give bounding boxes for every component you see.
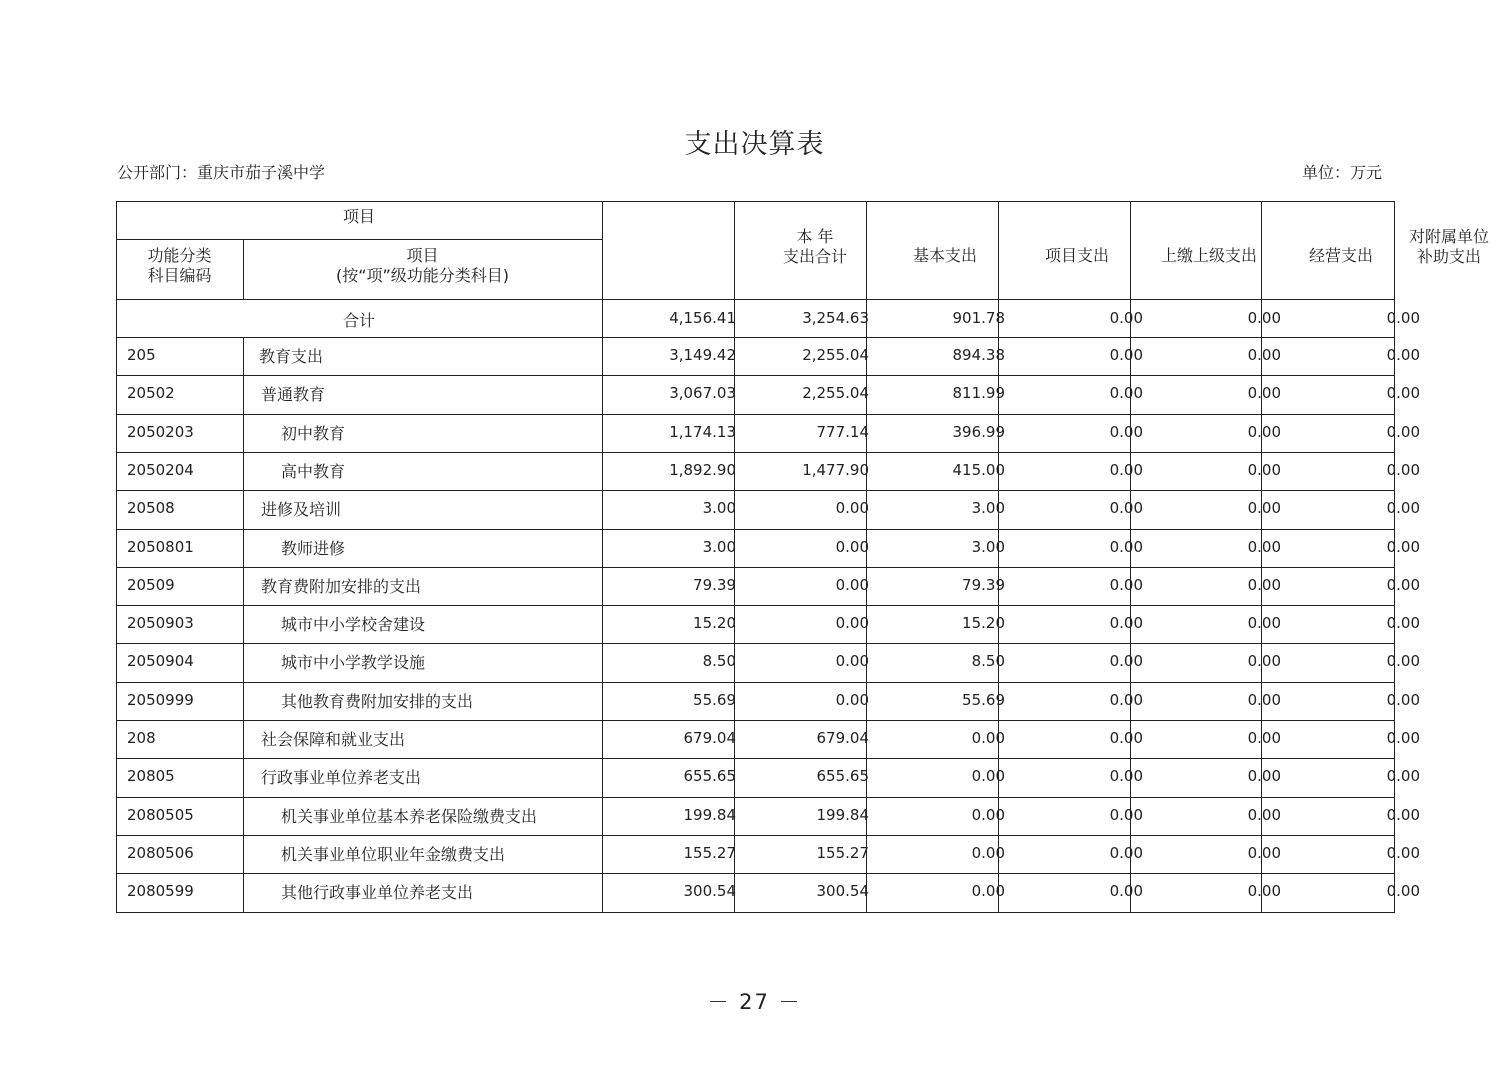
header-code: 功能分类 科目编码	[147, 246, 212, 285]
total-label: 合计	[343, 311, 376, 330]
total-value-cell: 4,156.41	[669, 309, 736, 327]
row-value-cell: 0.00	[1109, 767, 1143, 785]
total-value-cell: 0.00	[1109, 309, 1143, 327]
row-value-cell: 655.65	[816, 767, 869, 785]
header-name: 项目 (按“项”级功能分类科目)	[335, 246, 510, 285]
grid-line	[116, 529, 1395, 530]
row-value-cell: 0.00	[971, 882, 1005, 900]
row-code: 2050904	[127, 652, 194, 670]
row-value-cell: 777.14	[816, 423, 869, 441]
grid-line	[116, 201, 1395, 202]
row-name: 机关事业单位职业年金缴费支出	[281, 845, 506, 864]
grid-line	[116, 490, 1395, 491]
row-value-cell: 0.00	[1386, 461, 1420, 479]
row-value-cell: 2,255.04	[802, 384, 869, 402]
row-value-cell: 0.00	[971, 729, 1005, 747]
row-code: 2080506	[127, 844, 194, 862]
row-value-cell: 0.00	[1386, 767, 1420, 785]
row-value-cell: 0.00	[1386, 423, 1420, 441]
row-name: 其他行政事业单位养老支出	[281, 883, 474, 902]
header-project: 项目支出	[1044, 246, 1109, 265]
grid-line	[116, 835, 1395, 836]
row-name: 高中教育	[281, 462, 346, 481]
row-code: 20502	[127, 384, 175, 402]
row-value-cell: 0.00	[1386, 384, 1420, 402]
row-value-cell: 0.00	[1247, 614, 1281, 632]
row-value-cell: 3.00	[971, 538, 1005, 556]
row-value-cell: 0.00	[1109, 384, 1143, 402]
grid-line	[116, 643, 1395, 644]
row-value-cell: 0.00	[1109, 652, 1143, 670]
row-value-cell: 0.00	[1247, 346, 1281, 364]
row-value-cell: 0.00	[1109, 499, 1143, 517]
row-value-cell: 0.00	[835, 576, 869, 594]
row-code: 20509	[127, 576, 175, 594]
row-value-cell: 0.00	[1386, 844, 1420, 862]
row-value-cell: 79.39	[962, 576, 1005, 594]
row-value-cell: 0.00	[1247, 423, 1281, 441]
row-name: 机关事业单位基本养老保险缴费支出	[281, 807, 538, 826]
row-name: 行政事业单位养老支出	[261, 768, 422, 787]
row-value-cell: 3.00	[702, 499, 736, 517]
row-code: 2050204	[127, 461, 194, 479]
row-name: 其他教育费附加安排的支出	[281, 692, 474, 711]
row-value-cell: 79.39	[693, 576, 736, 594]
row-value-cell: 55.69	[693, 691, 736, 709]
row-value-cell: 0.00	[1386, 614, 1420, 632]
row-value-cell: 300.54	[816, 882, 869, 900]
grid-line	[116, 720, 1395, 721]
row-name: 社会保障和就业支出	[261, 730, 406, 749]
row-value-cell: 8.50	[702, 652, 736, 670]
row-value-cell: 3.00	[971, 499, 1005, 517]
header-subsidy: 对附属单位 补助支出	[1408, 227, 1489, 266]
row-value-cell: 415.00	[952, 461, 1005, 479]
grid-line	[116, 567, 1395, 568]
department-label: 公开部门：重庆市茄子溪中学	[117, 163, 326, 182]
row-value-cell: 0.00	[1247, 806, 1281, 824]
row-value-cell: 2,255.04	[802, 346, 869, 364]
row-value-cell: 0.00	[1247, 538, 1281, 556]
row-name: 普通教育	[261, 385, 326, 404]
row-value-cell: 0.00	[971, 806, 1005, 824]
row-value-cell: 0.00	[835, 538, 869, 556]
grid-line	[116, 912, 1395, 913]
row-value-cell: 0.00	[1247, 384, 1281, 402]
row-value-cell: 1,477.90	[802, 461, 869, 479]
row-value-cell: 655.65	[683, 767, 736, 785]
row-value-cell: 155.27	[683, 844, 736, 862]
row-value-cell: 199.84	[816, 806, 869, 824]
grid-line	[116, 201, 117, 913]
row-value-cell: 15.20	[962, 614, 1005, 632]
row-value-cell: 0.00	[835, 614, 869, 632]
row-value-cell: 0.00	[1109, 538, 1143, 556]
page-title: 支出决算表	[684, 129, 825, 160]
row-code: 20508	[127, 499, 175, 517]
row-value-cell: 0.00	[971, 767, 1005, 785]
row-value-cell: 0.00	[1386, 499, 1420, 517]
row-code: 2050999	[127, 691, 194, 709]
row-value-cell: 894.38	[952, 346, 1005, 364]
row-value-cell: 0.00	[1386, 346, 1420, 364]
row-value-cell: 0.00	[1109, 844, 1143, 862]
row-value-cell: 0.00	[1386, 538, 1420, 556]
grid-line	[116, 452, 1395, 453]
row-name: 初中教育	[281, 424, 346, 443]
row-value-cell: 0.00	[1247, 576, 1281, 594]
row-value-cell: 0.00	[835, 691, 869, 709]
row-value-cell: 1,174.13	[669, 423, 736, 441]
row-name: 教育费附加安排的支出	[261, 577, 422, 596]
row-value-cell: 0.00	[1386, 576, 1420, 594]
row-value-cell: 55.69	[962, 691, 1005, 709]
row-value-cell: 0.00	[1247, 767, 1281, 785]
row-value-cell: 811.99	[952, 384, 1005, 402]
row-value-cell: 0.00	[1109, 806, 1143, 824]
grid-line	[116, 797, 1395, 798]
row-value-cell: 0.00	[1109, 346, 1143, 364]
row-value-cell: 0.00	[1109, 461, 1143, 479]
grid-line	[116, 682, 1395, 683]
header-business: 经营支出	[1308, 246, 1373, 265]
row-value-cell: 155.27	[816, 844, 869, 862]
row-value-cell: 0.00	[1386, 882, 1420, 900]
row-value-cell: 1,892.90	[669, 461, 736, 479]
row-value-cell: 0.00	[835, 499, 869, 517]
row-value-cell: 0.00	[1247, 729, 1281, 747]
row-code: 2050801	[127, 538, 194, 556]
row-value-cell: 0.00	[1386, 652, 1420, 670]
unit-label: 单位：万元	[1302, 163, 1383, 182]
row-code: 205	[127, 346, 156, 364]
row-code: 208	[127, 729, 156, 747]
total-value-cell: 901.78	[952, 309, 1005, 327]
grid-line	[116, 758, 1395, 759]
row-value-cell: 15.20	[693, 614, 736, 632]
row-value-cell: 3,067.03	[669, 384, 736, 402]
grid-line	[243, 337, 244, 913]
row-value-cell: 3.00	[702, 538, 736, 556]
page-number: － 27 －	[707, 990, 802, 1014]
row-name: 进修及培训	[261, 500, 342, 519]
row-value-cell: 0.00	[835, 652, 869, 670]
row-name: 城市中小学校舍建设	[281, 615, 426, 634]
row-value-cell: 0.00	[1386, 806, 1420, 824]
row-name: 城市中小学教学设施	[281, 653, 426, 672]
row-value-cell: 0.00	[1247, 461, 1281, 479]
row-value-cell: 8.50	[971, 652, 1005, 670]
grid-line	[116, 873, 1395, 874]
row-value-cell: 3,149.42	[669, 346, 736, 364]
row-code: 2080599	[127, 882, 194, 900]
row-value-cell: 0.00	[1247, 844, 1281, 862]
grid-line	[602, 201, 603, 913]
row-value-cell: 396.99	[952, 423, 1005, 441]
grid-line	[116, 375, 1395, 376]
row-value-cell: 199.84	[683, 806, 736, 824]
row-code: 2080505	[127, 806, 194, 824]
grid-line	[116, 239, 603, 240]
row-value-cell: 0.00	[971, 844, 1005, 862]
grid-line	[116, 414, 1395, 415]
row-code: 2050903	[127, 614, 194, 632]
header-upper: 上缴上级支出	[1160, 246, 1257, 265]
row-value-cell: 0.00	[1109, 882, 1143, 900]
total-value-cell: 0.00	[1386, 309, 1420, 327]
row-value-cell: 0.00	[1247, 652, 1281, 670]
row-value-cell: 0.00	[1386, 691, 1420, 709]
total-value-cell: 3,254.63	[802, 309, 869, 327]
row-value-cell: 0.00	[1247, 882, 1281, 900]
row-value-cell: 679.04	[683, 729, 736, 747]
row-value-cell: 0.00	[1109, 729, 1143, 747]
header-basic: 基本支出	[912, 246, 977, 265]
row-code: 2050203	[127, 423, 194, 441]
grid-line	[116, 337, 1395, 338]
row-value-cell: 0.00	[1109, 423, 1143, 441]
row-value-cell: 300.54	[683, 882, 736, 900]
row-value-cell: 0.00	[1109, 576, 1143, 594]
total-value-cell: 0.00	[1247, 309, 1281, 327]
row-value-cell: 0.00	[1109, 614, 1143, 632]
grid-line	[116, 605, 1395, 606]
row-code: 20805	[127, 767, 175, 785]
row-value-cell: 0.00	[1386, 729, 1420, 747]
row-name: 教育支出	[259, 347, 324, 366]
grid-line	[116, 299, 1395, 300]
row-value-cell: 0.00	[1247, 691, 1281, 709]
row-value-cell: 0.00	[1109, 691, 1143, 709]
row-value-cell: 0.00	[1247, 499, 1281, 517]
row-value-cell: 679.04	[816, 729, 869, 747]
header-project-group: 项目	[342, 207, 375, 226]
header-total: 本 年 支出合计	[782, 227, 847, 266]
row-name: 教师进修	[281, 539, 346, 558]
